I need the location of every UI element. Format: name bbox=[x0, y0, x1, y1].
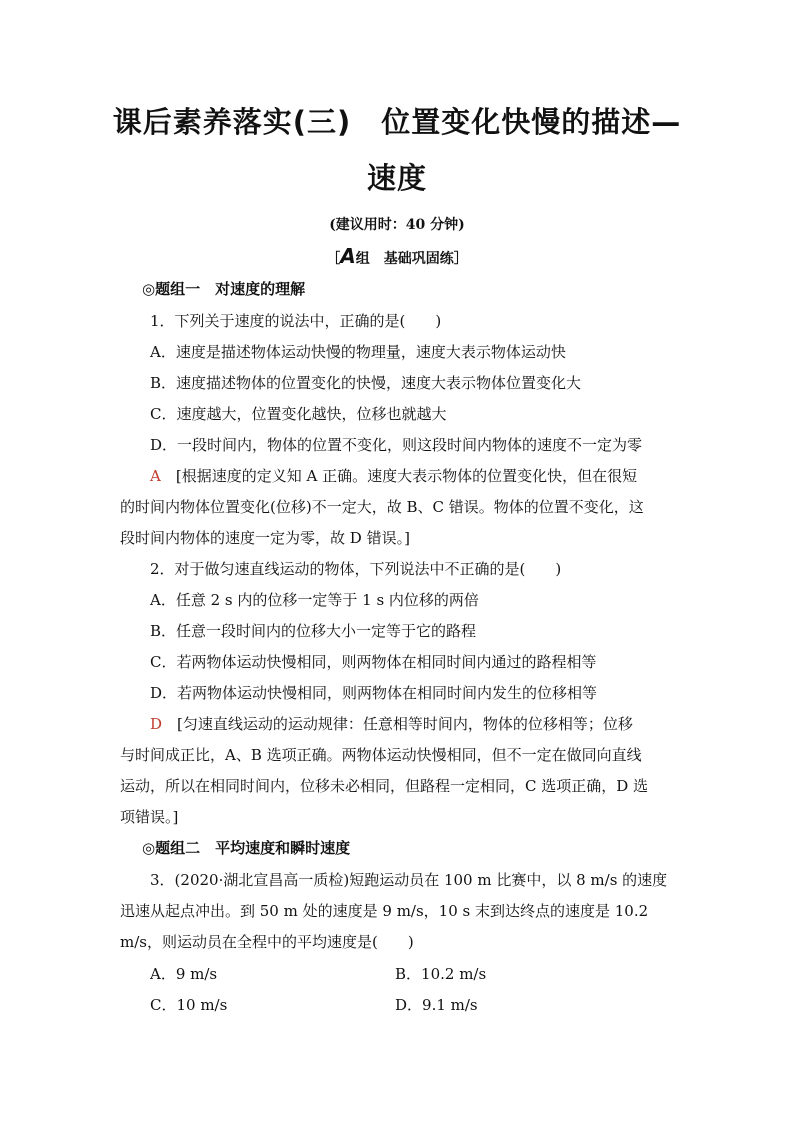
question-3-stem-line: m/s，则运动员在全程中的平均速度是( ) bbox=[120, 933, 414, 951]
bracket-close: ］ bbox=[453, 251, 468, 267]
page-title: 课后素养落实(三) 位置变化快慢的描述— bbox=[112, 105, 682, 139]
question-1-stem: 1．下列关于速度的说法中，正确的是( ) bbox=[150, 312, 442, 330]
explanation-text: [匀速直线运动的运动规律：任意相等时间内，物体的位移相等；位移 bbox=[162, 715, 633, 733]
question-1-explanation bbox=[150, 466, 637, 486]
question-2-explanation-line: 运动，所以在相同时间内，位移未必相同，但路程一定相同，C 选项正确，D 选 bbox=[120, 777, 649, 795]
question-2-option-c: C．若两物体运动快慢相同，则两物体在相同时间内通过的路程相等 bbox=[150, 653, 597, 671]
question-2-explanation-line: 项错误。] bbox=[120, 808, 179, 826]
group-letter: A bbox=[340, 244, 356, 268]
question-1-option-d: D．一段时间内，物体的位置不变化，则这段时间内物体的速度不一定为零 bbox=[150, 436, 643, 454]
question-1-explanation-line: 的时间内物体位置变化(位移)不一定大，故 B、C 错误。物体的位置不变化，这 bbox=[120, 498, 644, 516]
question-1-option-c: C．速度越大，位置变化越快，位移也就越大 bbox=[150, 405, 447, 423]
group-header bbox=[0, 244, 794, 268]
section-heading: ◎题组一 对速度的理解 bbox=[142, 280, 306, 298]
question-3-stem: 3．(2020·湖北宣昌高一质检)短跑运动员在 100 m 比赛中，以 8 m/s 的速度 bbox=[150, 871, 668, 889]
question-2-answer: D bbox=[150, 715, 163, 733]
question-3-option-d: D．9.1 m/s bbox=[395, 996, 478, 1014]
question-1-answer: A bbox=[150, 467, 161, 485]
question-3-stem-line: 迅速从起点冲出。到 50 m 处的速度是 9 m/s，10 s 末到达终点的速度是 10.2 bbox=[120, 902, 649, 920]
suggested-time: (建议用时：40 分钟) bbox=[329, 217, 465, 233]
question-1-explanation-line: 段时间内物体的速度一定为零，故 D 错误。] bbox=[120, 529, 410, 547]
question-3-option-b: B．10.2 m/s bbox=[395, 965, 487, 983]
question-2-explanation bbox=[150, 714, 633, 734]
explanation-text: [根据速度的定义知 A 正确。速度大表示物体的位置变化快，但在很短 bbox=[160, 467, 638, 485]
page-title-continued: 速度 bbox=[366, 161, 427, 195]
question-2-explanation-line: 与时间成正比，A、B 选项正确。两物体运动快慢相同，但不一定在做同向直线 bbox=[120, 746, 642, 764]
question-2-option-b: B．任意一段时间内的位移大小一定等于它的路程 bbox=[150, 622, 477, 640]
section-heading: ◎题组二 平均速度和瞬时速度 bbox=[142, 839, 351, 857]
question-3-option-c: C．10 m/s bbox=[150, 996, 228, 1014]
bracket-open: ［ bbox=[326, 251, 341, 267]
question-2-option-d: D．若两物体运动快慢相同，则两物体在相同时间内发生的位移相等 bbox=[150, 684, 598, 702]
question-1-option-b: B．速度描述物体的位置变化的快慢，速度大表示物体位置变化大 bbox=[150, 374, 582, 392]
question-2-option-a: A．任意 2 s 内的位移一定等于 1 s 内位移的两倍 bbox=[150, 591, 479, 609]
group-name: 组 基础巩固练 bbox=[355, 251, 454, 267]
question-2-stem: 2．对于做匀速直线运动的物体，下列说法中不正确的是( ) bbox=[150, 560, 562, 578]
question-1-option-a: A．速度是描述物体运动快慢的物理量，速度大表示物体运动快 bbox=[150, 343, 566, 361]
question-3-option-a: A．9 m/s bbox=[150, 965, 218, 983]
